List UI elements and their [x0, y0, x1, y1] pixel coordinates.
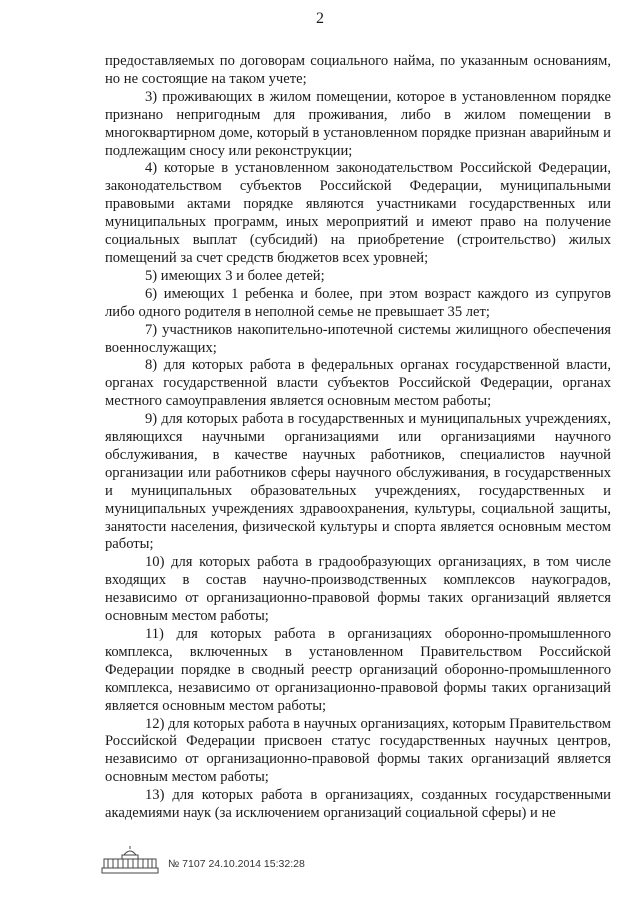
- paragraph-item-3: 3) проживающих в жилом помещении, которое в установленном порядке признано непригодным для проживания, либо в жилом помещении в многоквартирном доме, который в установленном порядке признан аварийным и подлежащим сносу или реконструкции;: [105, 88, 611, 159]
- paragraph-item-10: 10) для которых работа в градообразующих организациях, в том числе входящих в состав научно-производственных комплексов наукоградов, независимо от организационно-правовой формы таких организаций является основным местом работы;: [105, 554, 611, 625]
- paragraph-item-4: 4) которые в установленном законодательством Российской Федерации, законодательством субъектов Российской Федерации, муниципальными правовыми актами порядке являются участниками государственных или муниципальных программ, иных мероприятий и имеют право на получение социальных выплат (субсидий) на приобретение (строительство) жилых помещений за счет средств бюджетов всех уровней;: [105, 160, 611, 266]
- paragraph-item-5: 5) имеющих 3 и более детей;: [145, 267, 325, 284]
- paragraph-item-9: 9) для которых работа в государственных и муниципальных учреждениях, являющихся научными организациями или организациями научного обслуживания, в качестве научных работников, специалистов научной организации или работников сферы научного обслуживания, в государственных и муниципальных образовательных учреждениях, государственных и муниципальных учреждениях здравоохранения, культуры, социальной защиты, занятости населения, физической культуры и спорта является основным местом работы;: [105, 411, 611, 553]
- paragraph-item-11: 11) для которых работа в организациях оборонно-промышленного комплекса, включенных в установленном Правительством Российской Федерации порядке в сводный реестр организаций оборонно-промышленного комплекса, независимо от организационно-правовой формы таких организаций является основным местом работы;: [105, 626, 611, 714]
- paragraph-item-6: 6) имеющих 1 ребенка и более, при этом возраст каждого из супругов либо одного родителя в неполной семье не превышает 35 лет;: [105, 285, 611, 320]
- document-body: [105, 53, 611, 823]
- page-number: 2: [316, 10, 324, 27]
- document-footer: [100, 844, 305, 874]
- paragraph-item-12: 12) для которых работа в научных организациях, которым Правительством Российской Федерации присвоен статус государственных научных центров, независимо от организационно-правовой формы таких организаций является основным местом работы;: [105, 715, 611, 786]
- paragraph-continuation: предоставляемых по договорам социального найма, по указанным основаниям, но не состоящие на таком учете;: [105, 53, 611, 87]
- paragraph-item-7: 7) участников накопительно-ипотечной системы жилищного обеспечения военнослужащих;: [105, 321, 611, 356]
- paragraph-item-13: 13) для которых работа в организациях, созданных государственными академиями наук (за исключением организаций социальной сферы) и не: [105, 787, 611, 822]
- government-building-logo-icon: [100, 844, 160, 874]
- paragraph-item-8: 8) для которых работа в федеральных органах государственной власти, органах государственной власти субъектов Российской Федерации, органах местного самоуправления является основным местом работы;: [105, 357, 611, 410]
- document-registration-stamp: № 7107 24.10.2014 15:32:28: [168, 858, 305, 870]
